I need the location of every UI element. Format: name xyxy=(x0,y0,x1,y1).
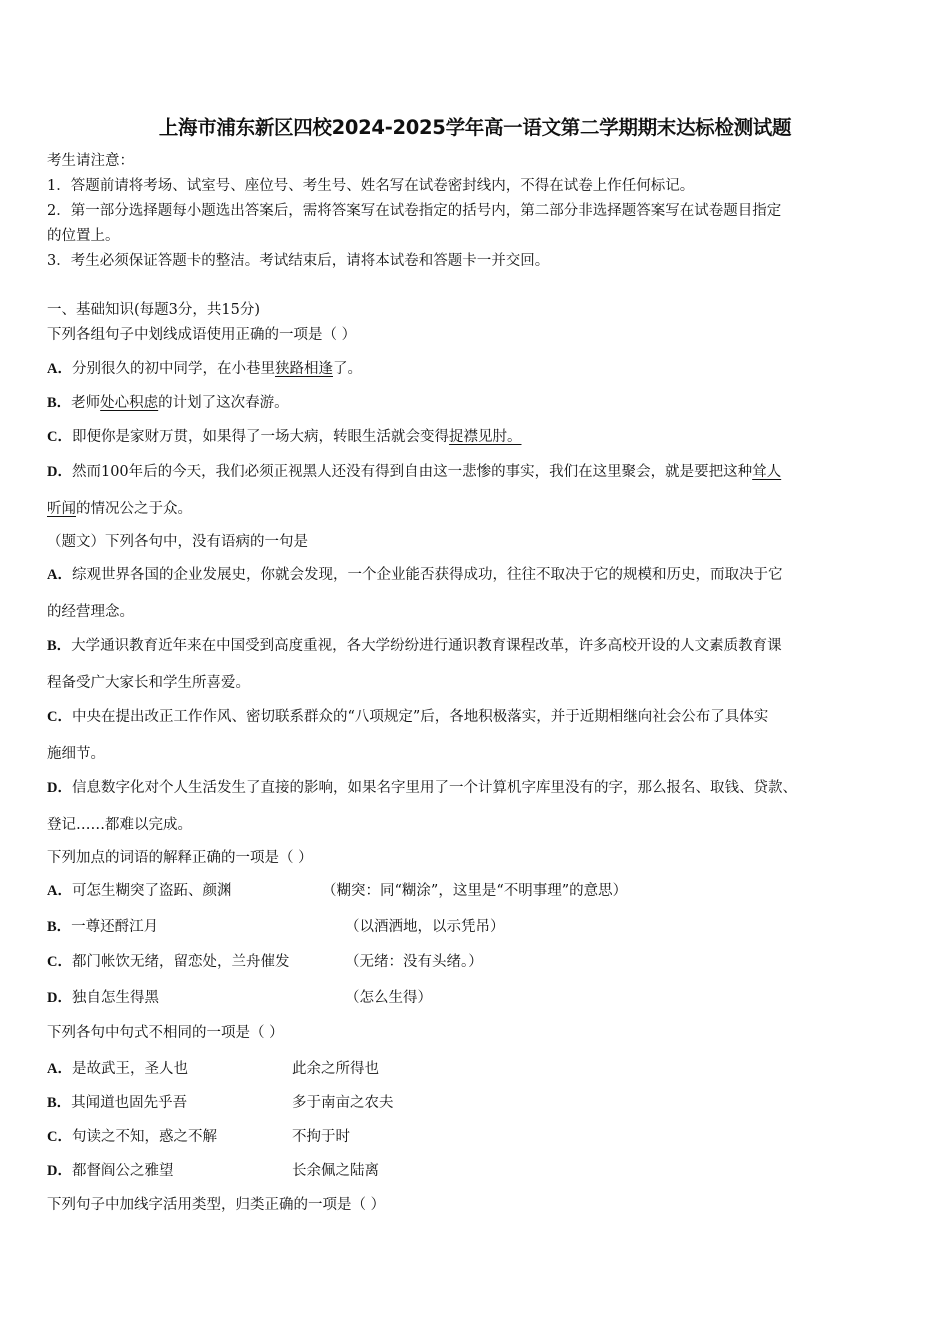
q4-option-a-right: 此余之所得也 xyxy=(292,1061,379,1077)
q2-option-b-cont: 程备受广大家长和学生所喜爱。 xyxy=(47,675,250,691)
q5-stem: 下列句子中加线字活用类型，归类正确的一项是（ ） xyxy=(47,1197,386,1213)
option-text: 老师 xyxy=(71,395,101,411)
q1-option-b xyxy=(47,394,289,412)
option-text: 其闻道也固先乎吾 xyxy=(71,1095,188,1111)
option-label: C． xyxy=(47,429,72,445)
q4-stem: 下列各句中句式不相同的一项是（ ） xyxy=(47,1025,284,1041)
notice-item-1: 1．答题前请将考场、试室号、座位号、考生号、姓名写在试卷密封线内，不得在试卷上作任何标记。 xyxy=(47,178,695,194)
q3-option-d-gloss: （怎么生得） xyxy=(345,990,432,1006)
option-label: A． xyxy=(47,883,72,899)
option-text: 了。 xyxy=(332,361,362,377)
notice-item-2: 2．第一部分选择题每小题选出答案后，需将答案写在试卷指定的括号内，第二部分非选择题答案写在试卷题目指定 xyxy=(47,203,782,219)
underlined-idiom: 狭路相逢 xyxy=(274,361,333,377)
q3-option-a-gloss: （糊突：同“糊涂”，这里是“不明事理”的意思） xyxy=(322,883,628,899)
option-text: 一尊还酹江月 xyxy=(71,919,159,935)
option-text: 大学通识教育近年来在中国受到高度重视，各大学纷纷进行通识教育课程改革，许多高校开设的人文素质教育课 xyxy=(71,638,782,654)
option-text: 都门帐饮无绪，留恋处，兰舟催发 xyxy=(71,954,290,970)
q3-option-c-gloss: （无绪：没有头绪。） xyxy=(345,954,483,970)
option-label: D． xyxy=(47,780,72,796)
option-label: D． xyxy=(47,1163,72,1179)
option-text: 中央在提出改正工作作风、密切联系群众的“八项规定”后，各地积极落实，并于近期相继向社会公布了具体实 xyxy=(71,709,769,725)
q2-option-c-cont: 施细节。 xyxy=(47,746,105,762)
notice-item-2-cont: 的位置上。 xyxy=(47,228,120,244)
q2-option-b xyxy=(47,637,782,655)
option-text: 然而100年后的今天，我们必须正视黑人还没有得到自由这一悲惨的事实，我们在这里聚会，就是要把这种 xyxy=(71,464,753,480)
q3-option-d xyxy=(47,989,159,1007)
option-text: 信息数字化对个人生活发生了直接的影响，如果名字里用了一个计算机字库里没有的字，那么报名、取钱、贷款、 xyxy=(71,780,797,796)
q4-option-b xyxy=(47,1094,187,1112)
q2-option-a xyxy=(47,566,782,584)
option-text: 即便你是家财万贯，如果得了一场大病，转眼生活就会变得 xyxy=(71,429,449,445)
q3-stem: 下列加点的词语的解释正确的一项是（ ） xyxy=(47,850,313,866)
q4-option-d-right: 长余佩之陆离 xyxy=(292,1163,379,1179)
option-text: 都督阎公之雅望 xyxy=(71,1163,174,1179)
q3-option-b xyxy=(47,918,158,936)
option-label: C． xyxy=(47,709,72,725)
option-label: B． xyxy=(47,395,72,411)
option-text: 句读之不知，惑之不解 xyxy=(71,1129,217,1145)
option-label: B． xyxy=(47,1095,72,1111)
q4-option-d xyxy=(47,1162,173,1180)
option-text: 可怎生糊突了盗跖、颜渊 xyxy=(71,883,232,899)
q1-stem: 下列各组句子中划线成语使用正确的一项是（ ） xyxy=(47,327,357,343)
notice-item-3: 3．考生必须保证答题卡的整洁。考试结束后，请将本试卷和答题卡一并交回。 xyxy=(47,253,550,269)
option-label: B． xyxy=(47,919,72,935)
q4-option-c xyxy=(47,1128,217,1146)
section-heading: 一、基础知识(每题3分，共15分) xyxy=(47,302,260,318)
option-label: B． xyxy=(47,638,72,654)
q2-option-c xyxy=(47,708,768,726)
option-text: 是故武王，圣人也 xyxy=(71,1061,188,1077)
option-label: C． xyxy=(47,954,72,970)
option-text: 的情况公之于众。 xyxy=(76,501,192,517)
underlined-idiom: 捉襟见肘。 xyxy=(448,429,522,445)
q4-option-a xyxy=(47,1060,188,1078)
option-label: C． xyxy=(47,1129,72,1145)
q1-option-d xyxy=(47,463,781,481)
q3-option-c xyxy=(47,953,289,971)
q1-option-c xyxy=(47,428,521,446)
q3-option-b-gloss: （以酒洒地，以示凭吊） xyxy=(345,919,505,935)
underlined-idiom: 听闻 xyxy=(47,501,76,517)
option-label: A． xyxy=(47,1061,72,1077)
exam-title: 上海市浦东新区四校2024-2025学年高一语文第二学期期末达标检测试题 xyxy=(158,116,792,139)
underlined-idiom: 耸人 xyxy=(752,464,782,480)
option-label: A． xyxy=(47,361,72,377)
q2-stem: （题文）下列各句中，没有语病的一句是 xyxy=(47,534,308,550)
q2-option-d-cont: 登记……都难以完成。 xyxy=(47,817,192,833)
q2-option-a-cont: 的经营理念。 xyxy=(47,604,134,620)
q1-option-a xyxy=(47,360,362,378)
notice-heading: 考生请注意： xyxy=(47,153,134,169)
option-text: 的计划了这次春游。 xyxy=(158,395,289,411)
option-text: 综观世界各国的企业发展史，你就会发现，一个企业能否获得成功，往往不取决于它的规模和历史，而取决于它 xyxy=(71,567,783,583)
option-text: 独自怎生得黑 xyxy=(71,990,159,1006)
option-label: D． xyxy=(47,464,72,480)
option-text: 分别很久的初中同学，在小巷里 xyxy=(71,361,275,377)
q2-option-d xyxy=(47,779,797,797)
option-label: A． xyxy=(47,567,72,583)
q4-option-c-right: 不拘于时 xyxy=(292,1129,350,1145)
underlined-idiom: 处心积虑 xyxy=(100,395,159,411)
q3-option-a xyxy=(47,882,231,900)
option-label: D． xyxy=(47,990,72,1006)
q4-option-b-right: 多于南亩之农夫 xyxy=(292,1095,394,1111)
q1-option-d-cont xyxy=(47,500,192,518)
